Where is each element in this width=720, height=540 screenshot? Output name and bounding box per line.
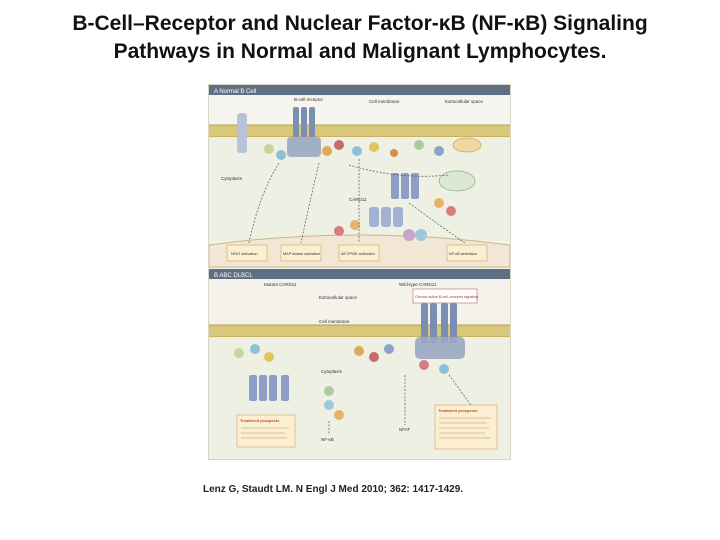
panel-b-wild-type-label: Wild-type CARD11 xyxy=(399,282,437,287)
slide-title xyxy=(0,10,720,66)
panel-a-membrane xyxy=(209,125,510,137)
panel-b-membrane xyxy=(209,325,510,337)
panel-b-treatment-left-title: Treatment prospects xyxy=(240,418,280,423)
title-line-1: B-Cell–Receptor and Nuclear Factor-κB (NF-κB) Signaling xyxy=(72,12,648,35)
citation: Lenz G, Staudt LM. N Engl J Med 2010; 362: 1417-1429. xyxy=(203,484,464,495)
panel-b-header: B ABC DLBCL xyxy=(214,273,253,279)
panel-a-membrane-label: Cell membrane xyxy=(369,99,400,104)
panel-a-header: A Normal B Cell xyxy=(214,89,257,95)
signaling-pathway-figure xyxy=(208,84,511,460)
panel-a-extracellular-label: Extracellular space xyxy=(445,99,484,104)
panel-a-bcr-label: B-cell receptor xyxy=(294,97,324,102)
panel-b-treatment-box-left xyxy=(237,415,295,447)
panel-b-mutant-card11-label: Mutant CARD11 xyxy=(264,282,297,287)
panel-b-treatment-box-right xyxy=(435,405,497,449)
panel-a-outcomes xyxy=(227,245,487,261)
panel-a-cytoplasm-label: Cytoplasm xyxy=(221,176,243,181)
panel-b-nfkb-label: NF-κB xyxy=(321,437,334,442)
panel-a-mapk-label: MAP kinase activation xyxy=(283,252,321,256)
panel-b-extracellular-label: Extracellular space xyxy=(319,295,358,300)
panel-a-nfat-label: NFAT activation xyxy=(231,252,258,256)
panel-b-membrane-label: Cell membrane xyxy=(319,319,350,324)
title-line-2: Pathways in Normal and Malignant Lymphocytes. xyxy=(113,40,607,63)
panel-b-cytoplasm-label: Cytoplasm xyxy=(321,369,343,374)
panel-b-treatment-right-title: Treatment prospects xyxy=(438,408,478,413)
panel-b-nfat-label: NFAT xyxy=(399,427,411,432)
panel-b-header-bar xyxy=(209,269,510,279)
panel-a-nfkb-label: NF-κB activation xyxy=(449,252,477,256)
panel-a-card11-label: CARD11 xyxy=(349,197,367,202)
panel-b-chronic-bcr-label: Chronic active B-cell–receptor signaling xyxy=(415,295,479,299)
pathway-illustration xyxy=(209,85,510,459)
panel-a-receptor-left xyxy=(237,113,247,153)
panel-a-akt-label: AKT/PI3K activation xyxy=(341,252,375,256)
